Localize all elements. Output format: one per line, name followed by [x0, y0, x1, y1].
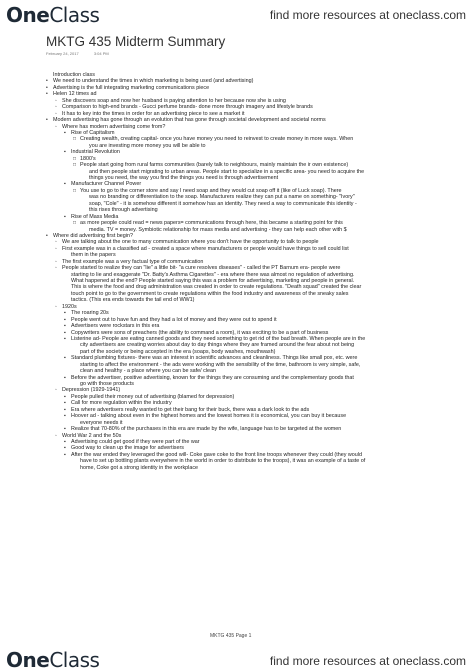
logo-text-class: Class	[49, 3, 100, 27]
bullet-marker: ▪	[64, 310, 66, 317]
bullet-marker: ▪	[64, 406, 66, 413]
note-text: them in the papers	[71, 252, 116, 259]
note-text: Rise of Capitalism	[71, 129, 115, 136]
note-text: clean and healthy - a place where you can be safe/ clean	[80, 368, 217, 375]
note-text: The first example was a very factual type of communication	[62, 258, 204, 265]
bullet-marker: □	[73, 136, 77, 143]
note-text: starting to affect the environment - the ads were working with the sensibility of the time, bathroom is very simple, safe,	[80, 361, 361, 368]
note-text: Good way to clean up the image for advertisers	[71, 445, 184, 452]
bullet-marker: ▪	[64, 413, 66, 420]
bullet-marker: ▪	[64, 438, 66, 445]
page-title: MKTG 435 Midterm Summary	[46, 34, 226, 49]
note-text: Era where advertisers really wanted to get their bang for their buck, there was a dark look to the ads	[71, 406, 310, 413]
note-text: World War 2 and the 50s	[62, 432, 122, 439]
note-text: Before the advertiser, positive advertising, known for the things they are consuming and the complementary goods that	[71, 374, 354, 381]
note-text: People pulled their money out of advertising (blamed for depression)	[71, 393, 235, 400]
bullet-marker: •	[46, 78, 48, 85]
note-text: Realize that 70-80% of the purchases in this era are made by the wife, language has to be targeted at the women	[71, 426, 342, 433]
header-tagline[interactable]: find more resources at oneclass.com	[269, 8, 466, 22]
note-text: 1920s	[62, 303, 77, 310]
note-text: home, Coke got a strong identity in the workplace	[80, 464, 199, 471]
bullet-marker: ▪	[64, 445, 66, 452]
bullet-marker: ▪	[64, 393, 66, 400]
note-text: Introduction class	[53, 72, 95, 78]
note-text: as more people could read = news papers= communications through here, this became a starting point for this	[80, 220, 343, 227]
bullet-marker: ◦	[55, 239, 57, 246]
page-number: MKTG 435 Page 1	[210, 633, 252, 639]
note-text: was no branding or differentiation to the soap. Manufacturers realize they can put a name on something- "Ivory"	[89, 194, 355, 201]
bullet-marker: ▪	[64, 149, 66, 156]
note-text: tactics. (This era ends towards the tail end of WW1)	[71, 297, 195, 304]
logo-text-class: Class	[49, 648, 100, 672]
note-text: She discovers soap and now her husband is paying attention to her because now she is using	[62, 97, 286, 104]
note-text: Creating wealth, creating capital- once you have money you need to reinvest to create money in more ways. When	[80, 136, 354, 143]
bullet-marker: •	[46, 84, 48, 91]
oneclass-logo[interactable]	[6, 3, 99, 27]
bullet-marker: ▪	[64, 129, 66, 136]
bullet-marker: ▪	[64, 451, 66, 458]
note-text: People started to realize they can "lie" a little bit- "a cure resolves diseases" - called the PT Barnum era- people were	[62, 265, 341, 272]
bullet-marker: ▪	[64, 213, 66, 220]
bullet-marker: ◦	[55, 123, 57, 130]
note-text: It has to key into the times in order for an advertising piece to see a market it	[62, 110, 245, 117]
note-text: We are talking about the one to many communication where you don't have the opportunity to talk to people	[62, 239, 319, 246]
note-text: We need to understand the times in which marketing is being used (and advertising)	[53, 78, 254, 85]
note-text: Advertising could get good if they were part of the war	[71, 438, 200, 445]
bullet-marker: ▪	[64, 355, 66, 362]
note-text: Industrial Revolution	[71, 149, 120, 156]
note-text: Listerine ad- People are eating canned goods and they need something to get rid of the bad breath. When people are in the	[71, 335, 366, 342]
bottom-banner	[0, 640, 474, 672]
note-text: People went out to have fun and they had a lot of money and they were out to spend it	[71, 316, 277, 323]
note-text: Modern advertising has gone through an evolution that has gone through societal development and societal norms	[53, 117, 326, 124]
note-text: Depression (1929-1941)	[62, 387, 121, 394]
note-text: Advertisers were rockstars in this era	[71, 323, 160, 330]
note-text: have to set up bottling plants everywhere in the world in order to distribute to the troops), it was an example of a taste of	[80, 458, 366, 465]
logo-text-one: One	[6, 648, 50, 672]
note-text: Advertising is the full integrating marketing communications piece	[53, 84, 210, 91]
doc-meta	[46, 51, 123, 56]
bullet-marker: ◦	[55, 303, 57, 310]
bullet-marker: ◦	[55, 97, 57, 104]
bullet-marker: •	[46, 91, 48, 98]
bullet-marker: ◦	[55, 432, 57, 439]
note-text: Comparison to high-end brands - Gucci perfume brands- done more through imagery and lifestyle brands	[62, 104, 313, 111]
bullet-marker: ▪	[64, 316, 66, 323]
note-text: Where did advertising first begin?	[53, 232, 134, 239]
bullet-marker: ◦	[55, 265, 57, 272]
note-line	[46, 465, 456, 471]
bullet-marker: ◦	[55, 104, 57, 111]
bullet-marker: □	[73, 155, 77, 162]
bullet-marker: ◦	[55, 387, 57, 394]
logo-text-one: One	[6, 3, 50, 27]
note-text: This is where the food and drug administration was created in order to create regulations. "Death squad" created the clear	[71, 284, 362, 291]
bullet-marker: ◦	[55, 110, 57, 117]
note-text: this rises through advertising	[89, 207, 158, 214]
bullet-marker: ▪	[64, 374, 66, 381]
note-text: soap, "Cole" - it is somehow different it somehow has an identity. They need a way to communicate this identity -	[89, 200, 357, 207]
note-text: go with those products	[80, 381, 134, 387]
note-text: You use to go to the corner store and say I need soap and they would cut soap off it (like of Luck soap). There	[80, 187, 342, 194]
note-text: People start going from rural farms communities (barely talk to neighbours, mainly maintain the ir own existence)	[80, 162, 349, 169]
notes-body	[46, 72, 456, 471]
note-text: Hoover ad - talking about even in the highest homes and the lowest homes it is economical, you can buy it because	[71, 413, 347, 420]
note-text: Standard plumbing fixtures- there was an interest in scientific advances and cleanliness. Things like small pox, etc. were	[71, 355, 358, 362]
note-text: things you need, the way you find the things you need is through advertisement	[89, 175, 279, 181]
bullet-marker: ▪	[64, 329, 66, 336]
doc-date: February 24, 2017	[46, 51, 79, 56]
note-text: you are investing more money you will be able to	[89, 142, 206, 149]
note-text: Manufacturer Channel Power	[71, 181, 142, 188]
note-text: Helen 12 times ad	[53, 91, 97, 98]
bullet-marker: ◦	[55, 258, 57, 265]
bullet-marker: ▪	[64, 400, 66, 407]
note-text: Where has modern advertising come from?	[62, 123, 166, 130]
bullet-marker: ▪	[64, 426, 66, 433]
oneclass-logo-footer[interactable]	[6, 648, 99, 672]
note-text: First example was in a classified ad - created a space where manufacturers or people would have things to sell could list	[62, 245, 349, 252]
note-text: starting to lie and exaggerate "Dr. Batty's Asthma Cigarettes" - era where there was almost no regulation of advertising.	[71, 271, 355, 278]
bullet-marker: •	[46, 232, 48, 239]
note-text: Rise of Mass Media	[71, 213, 119, 220]
note-text: Call for more regulation within the industry	[71, 400, 172, 407]
note-text: part of the society or being accepted in the era (soaps, body washes, mouthwash)	[80, 348, 276, 355]
doc-time: 3:04 PM	[93, 51, 109, 56]
note-text: media. TV = money. Symbiotic relationship for mass media and advertising - they can help each other with $	[89, 226, 347, 233]
bullet-marker: □	[73, 220, 77, 227]
note-text: and then people start migrating to urban areas. People start to specialize in a specific area- you need to acquire the	[89, 168, 365, 175]
note-text: Copywriters were sons of preachers (the ability to command a room), it was exciting to be a part of business	[71, 329, 329, 336]
note-text: The roaring 20s	[71, 310, 109, 317]
note-text: city advertisers are creating worries about day to day things where they are framed around the fear about not being	[80, 342, 355, 349]
bullet-marker: ▪	[64, 335, 66, 342]
note-text: 1800's	[80, 155, 96, 162]
bullet-marker: □	[73, 187, 77, 194]
bullet-marker: ◦	[55, 245, 57, 252]
bullet-marker: ▪	[64, 323, 66, 330]
footer-tagline[interactable]: find more resources at oneclass.com	[269, 654, 466, 668]
bullet-marker: •	[46, 117, 48, 124]
note-text: What happened at the end? People started saying this was a problem for advertising, marketing and people in general.	[71, 278, 355, 284]
bullet-marker: ▪	[64, 181, 66, 188]
note-text: everyone needs it	[80, 419, 123, 426]
note-text: touch point to go to the government to create regulations within the food industry and awareness of the sneaky sales	[71, 290, 349, 297]
top-banner	[0, 0, 474, 30]
note-text: After the war ended they leveraged the good will- Coke gave coke to the front line troops whenever they could (they would	[71, 451, 362, 458]
bullet-marker: □	[73, 162, 77, 169]
